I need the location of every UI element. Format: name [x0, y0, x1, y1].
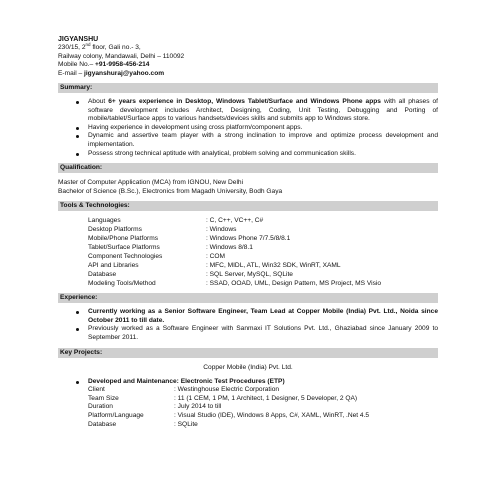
table-row: Database : SQL Server, MySQL, SQLite: [88, 271, 293, 279]
section-heading-summary: Summary:: [58, 83, 438, 93]
table-row: Duration : July 2014 to till: [88, 403, 222, 411]
resume-content: [58, 36, 438, 429]
table-row: API and Libraries : MFC, MIDL, ATL, Win32 SDK, WinRT, XAML: [88, 262, 341, 270]
section-heading-qualification: Qualification:: [58, 163, 438, 173]
table-row: Platform/Language : Visual Studio (IDE), Windows 8 Apps, C#, XAML, WinRT, .Net 4.5: [88, 411, 370, 419]
table-row: Database : SQLite: [88, 420, 198, 428]
section-heading-tools: Tools & Technologies:: [58, 201, 438, 211]
table-row: Tablet/Surface Platforms : Windows 8/8.1: [88, 244, 253, 252]
table-row: Mobile/Phone Platforms : Windows Phone 7/7.5/8/8.1: [88, 235, 291, 243]
experience-list: [58, 308, 438, 342]
qualification-list: [58, 178, 438, 196]
table-row: Team Size : 11 (1 CEM, 1 PM, 1 Architect, 1 Designer, 5 Developer, 2 QA): [88, 394, 358, 402]
experience-item: Currently working as a Senior Software Engineer, Team Lead at Copper Mobile (India) Pvt. Ltd., Noida since October 2011 to till date.: [88, 308, 438, 324]
summary-item: Possess strong technical aptitude with analytical, problem solving and communication skills.: [88, 150, 438, 159]
section-heading-projects: Key Projects:: [58, 348, 438, 358]
summary-item: Dynamic and assertive team player with a strong inclination to improve and optimize process development and implementation.: [88, 132, 438, 148]
summary-item: Having experience in development using cross platform/component apps.: [88, 124, 438, 133]
contact-block: [58, 36, 438, 78]
project-details-table: [88, 386, 369, 429]
email-address: jigyanshuraj@yahoo.com: [84, 69, 165, 77]
email-line: E-mail – jigyanshuraj@yahoo.com: [58, 69, 165, 77]
mobile-number: +91-9958-456-214: [95, 61, 150, 69]
tools-table: [88, 216, 381, 288]
table-row: Languages : C, C++, VC++, C#: [88, 217, 264, 225]
candidate-name: JIGYANSHU: [58, 36, 99, 43]
table-row: Client : Westinghouse Electric Corporation: [88, 386, 280, 394]
mobile-line: Mobile No.– +91-9958-456-214: [58, 61, 150, 69]
table-row: Modeling Tools/Method : SSAD, OOAD, UML, Design Pattern, MS Project, MS Visio: [88, 280, 382, 288]
qualification-item: Bachelor of Science (B.Sc.), Electronics from Magadh University, Bodh Gaya: [58, 188, 283, 196]
summary-list: [58, 98, 438, 158]
table-row: Component Technologies : COM: [88, 253, 226, 261]
address-line-1: 230/15, 2nd floor, Gali no.- 3,: [58, 42, 141, 52]
qualification-item: Master of Computer Application (MCA) from IGNOU, New Delhi: [58, 179, 244, 187]
project-list: [58, 378, 438, 387]
project-company: Copper Mobile (India) Pvt. Ltd.: [203, 363, 293, 371]
experience-item: Previously worked as a Software Engineer with Sanmaxi IT Solutions Pvt. Ltd., Ghaziabad since January 2009 to September 2011.: [88, 325, 438, 341]
project-title: Developed and Maintenance: Electronic Test Procedures (ETP): [88, 378, 438, 387]
address-line-2: Railway colony, Mandawali, Delhi – 110092: [58, 52, 185, 60]
section-heading-experience: Experience:: [58, 293, 438, 303]
table-row: Desktop Platforms : Windows: [88, 226, 237, 234]
summary-item: About 6+ years experience in Desktop, Windows Tablet/Surface and Windows Phone apps with all phases of software development includes Architect, Designing, Coding, Unit Testing, Debugging and Porting of mobile/tablet/Surface apps to various handsets/devices skills and submits app to Windows store.: [88, 98, 438, 123]
